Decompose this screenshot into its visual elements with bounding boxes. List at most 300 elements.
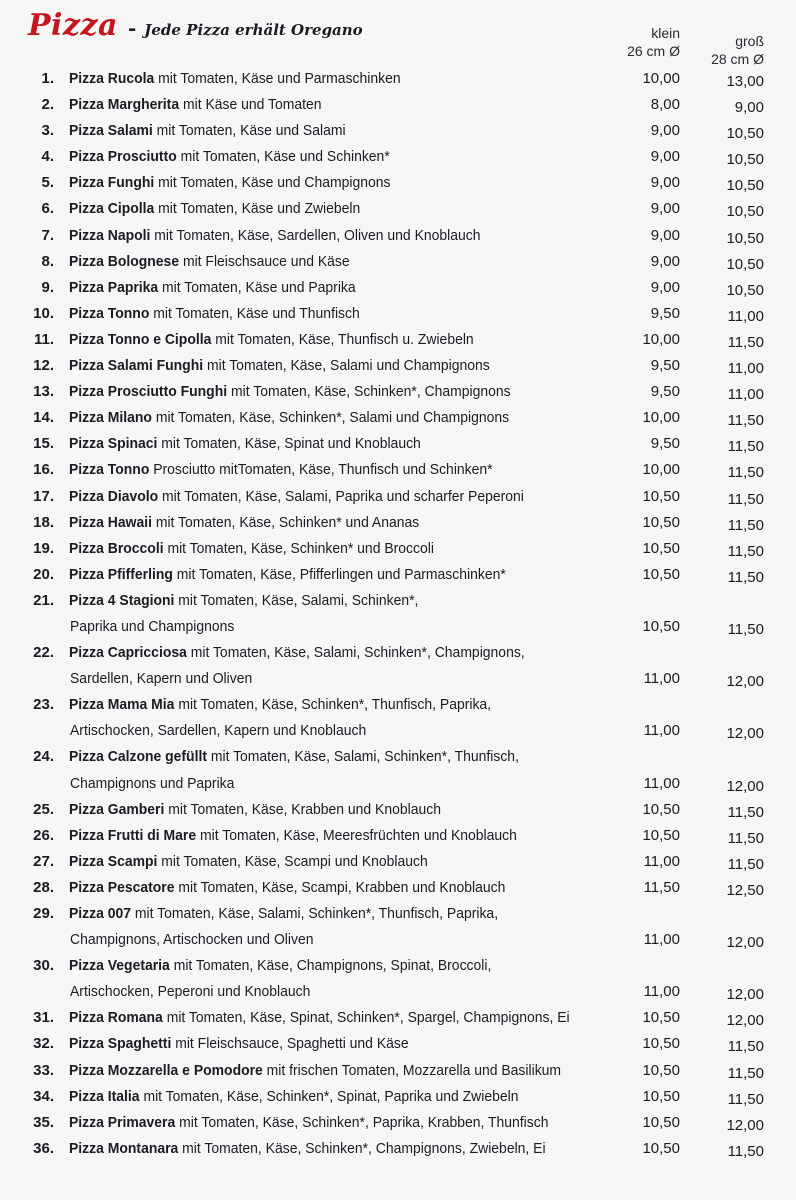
menu-item (0, 1005, 796, 1031)
item-text (69, 144, 590, 170)
item-description: mit Tomaten, Käse, Pfifferlingen und Parmaschinken* (176, 565, 506, 583)
price-large: 11,50 (727, 855, 764, 873)
price-small: 9,00 (650, 226, 680, 244)
item-name: Pizza Tonno e Cipolla (69, 330, 212, 348)
menu-item-line (0, 196, 796, 222)
price-large: 12,00 (726, 725, 764, 743)
price-large: 11,50 (727, 412, 764, 430)
item-description: mit Tomaten, Käse, Salami und Champignons (206, 357, 490, 375)
price-small: 11,00 (643, 774, 680, 792)
menu-item (0, 744, 796, 796)
item-description: mit Tomaten, Käse, Scampi und Knoblauch (161, 852, 428, 870)
item-number: 32. (33, 1035, 54, 1053)
price-large: 10,50 (726, 281, 764, 299)
item-number: 15. (33, 435, 54, 453)
price-large: 11,50 (727, 1038, 764, 1056)
item-text (69, 823, 590, 849)
item-number: 9. (41, 278, 54, 296)
item-description: mit Tomaten, Käse, Schinken*, Thunfisch, Paprika, (178, 696, 492, 714)
item-number: 10. (33, 304, 54, 322)
menu-item (0, 1084, 796, 1110)
menu-item-line-continued (0, 927, 796, 953)
price-large: 11,00 (727, 386, 764, 404)
price-large: 10,50 (726, 151, 764, 169)
item-name: Pizza Tonno (69, 304, 150, 322)
item-text (69, 379, 590, 405)
item-number: 31. (33, 1009, 54, 1027)
item-description: mit Tomaten, Käse, Champignons, Spinat, Broccoli, (173, 957, 492, 975)
menu-item-line (0, 275, 796, 301)
price-small: 11,00 (643, 670, 680, 688)
item-text (69, 405, 590, 431)
item-description: mit Tomaten, Käse, Schinken*, Salami und Champignons (155, 409, 510, 427)
item-description-continued: Champignons, Artischocken und Oliven (70, 931, 314, 949)
item-text (69, 1084, 590, 1110)
item-text (69, 901, 590, 927)
item-text (69, 92, 590, 118)
menu-item-line (0, 249, 796, 275)
item-name: Pizza Calzone gefüllt (69, 748, 207, 766)
menu-item (0, 353, 796, 379)
price-small: 10,50 (642, 1113, 680, 1131)
menu-item-line (0, 118, 796, 144)
menu-item-line (0, 484, 796, 510)
size-diameter-large: 28 cm Ø (711, 51, 764, 67)
item-name: Pizza Margherita (69, 96, 180, 114)
menu-item-line (0, 823, 796, 849)
menu-item (0, 196, 796, 222)
price-large: 11,50 (727, 803, 764, 821)
menu-item (0, 588, 796, 640)
price-small: 11,50 (643, 878, 680, 896)
menu-item-line (0, 510, 796, 536)
price-large: 9,00 (734, 99, 764, 117)
size-header-large (686, 32, 764, 68)
price-large: 12,00 (726, 986, 764, 1004)
menu-item-line (0, 405, 796, 431)
menu-item (0, 1110, 796, 1136)
item-description: Prosciutto mitTomaten, Käse, Thunfisch und Schinken* (153, 461, 493, 479)
price-large: 10,50 (726, 229, 764, 247)
item-text (69, 353, 590, 379)
menu-item-line-continued (0, 614, 796, 640)
item-name: Pizza Tonno (69, 461, 150, 479)
item-text (69, 953, 590, 979)
item-number: 30. (33, 957, 54, 975)
price-large: 11,00 (727, 360, 764, 378)
item-name: Pizza Broccoli (69, 539, 164, 557)
item-text (69, 744, 590, 770)
price-small: 10,50 (642, 1061, 680, 1079)
price-small: 9,00 (650, 200, 680, 218)
item-name: Pizza Prosciutto (69, 148, 177, 166)
item-text (69, 196, 590, 222)
item-text (69, 875, 590, 901)
item-number: 20. (33, 565, 54, 583)
menu-item-line-continued (0, 771, 796, 797)
size-label-small: klein (651, 25, 680, 41)
size-diameter-small: 26 cm Ø (627, 43, 680, 59)
item-description-continued: Sardellen, Kapern und Oliven (70, 670, 253, 688)
price-small: 11,00 (643, 722, 680, 740)
item-text (69, 1058, 590, 1084)
price-large: 11,00 (727, 307, 764, 325)
price-large: 10,50 (726, 255, 764, 273)
item-text (69, 588, 590, 614)
price-large: 12,50 (726, 881, 764, 899)
price-small: 10,50 (642, 487, 680, 505)
item-description: mit Tomaten, Käse und Champignons (158, 174, 391, 192)
item-number: 13. (33, 383, 54, 401)
item-number: 11. (33, 330, 54, 348)
item-name: Pizza Frutti di Mare (69, 826, 197, 844)
price-small: 10,50 (642, 1009, 680, 1027)
item-number: 25. (33, 800, 54, 818)
menu-item (0, 457, 796, 483)
item-name: Pizza Paprika (69, 278, 159, 296)
item-number: 22. (33, 644, 54, 662)
price-large: 11,50 (727, 333, 764, 351)
price-small: 10,00 (642, 409, 680, 427)
item-name: Pizza Montanara (69, 1139, 179, 1157)
item-text (69, 327, 590, 353)
item-description: mit Tomaten, Käse, Schinken* und Broccoli (167, 539, 434, 557)
item-name: Pizza Pescatore (69, 878, 175, 896)
menu-item-line (0, 1058, 796, 1084)
item-description: mit frischen Tomaten, Mozzarella und Basilikum (266, 1061, 562, 1079)
title-dash: - (127, 16, 137, 40)
item-name: Pizza Salami (69, 122, 153, 140)
item-number: 1. (41, 70, 54, 87)
price-large: 12,00 (726, 673, 764, 691)
menu-item-line (0, 588, 796, 614)
menu-item (0, 1031, 796, 1057)
item-name: Pizza 007 (69, 905, 132, 922)
item-name: Pizza Milano (69, 409, 152, 427)
item-number: 4. (41, 148, 54, 166)
price-large: 11,50 (727, 620, 764, 638)
price-large: 12,00 (726, 934, 764, 952)
price-small: 10,50 (642, 1139, 680, 1157)
price-large: 12,00 (726, 1116, 764, 1134)
menu-item-line (0, 353, 796, 379)
item-description: mit Tomaten, Käse, Salami, Schinken*, Thunfisch, (210, 748, 519, 766)
menu-header (28, 8, 363, 52)
price-small: 8,00 (650, 96, 680, 114)
item-name: Pizza Bolognese (69, 252, 180, 270)
item-description: mit Tomaten, Käse und Parmaschinken (158, 70, 401, 87)
menu-item (0, 223, 796, 249)
price-small: 9,00 (650, 252, 680, 270)
menu-item-line (0, 1031, 796, 1057)
price-small: 10,00 (642, 330, 680, 348)
item-description: mit Tomaten, Käse, Sardellen, Oliven und Knoblauch (154, 226, 481, 244)
item-number: 2. (41, 96, 54, 114)
price-large: 11,50 (727, 542, 764, 560)
menu-item-line (0, 797, 796, 823)
menu-item-line (0, 327, 796, 353)
item-text (69, 849, 590, 875)
item-description: mit Tomaten, Käse und Schinken* (180, 148, 390, 166)
item-name: Pizza Prosciutto Funghi (69, 383, 228, 401)
item-text (69, 536, 590, 562)
item-name: Pizza Romana (69, 1009, 163, 1027)
item-number: 8. (41, 252, 54, 270)
menu-item-line (0, 1110, 796, 1136)
item-name: Pizza Scampi (69, 852, 158, 870)
item-name: Pizza Primavera (69, 1113, 176, 1131)
item-description: mit Tomaten, Käse, Meeresfrüchten und Knoblauch (199, 826, 517, 844)
item-description: mit Tomaten, Käse und Paprika (162, 278, 356, 296)
menu-item (0, 562, 796, 588)
menu-item (0, 1136, 796, 1162)
item-description: mit Tomaten, Käse, Spinat, Schinken*, Spargel, Champignons, Ei (166, 1009, 570, 1027)
price-large: 11,50 (727, 568, 764, 586)
price-small: 10,50 (642, 617, 680, 635)
menu-item (0, 536, 796, 562)
menu-item (0, 275, 796, 301)
menu-item (0, 510, 796, 536)
menu-item-line (0, 301, 796, 327)
size-header-small (600, 24, 680, 60)
menu-item-line-continued (0, 979, 796, 1005)
item-description: mit Tomaten, Käse, Scampi, Krabben und Knoblauch (178, 878, 506, 896)
menu-item-line (0, 1005, 796, 1031)
menu-item (0, 484, 796, 510)
item-name: Pizza Italia (69, 1087, 140, 1105)
item-number: 29. (33, 905, 54, 922)
menu-item (0, 431, 796, 457)
menu-item-line (0, 901, 796, 927)
item-text (69, 457, 590, 483)
price-small: 9,50 (650, 357, 680, 375)
menu-item (0, 875, 796, 901)
menu-item-line (0, 536, 796, 562)
price-small: 9,50 (650, 383, 680, 401)
section-title: Pizza (28, 8, 118, 43)
item-text (69, 692, 590, 718)
item-number: 21. (33, 591, 54, 609)
price-small: 10,50 (642, 513, 680, 531)
price-large: 11,50 (727, 438, 764, 456)
item-number: 27. (33, 852, 54, 870)
item-number: 34. (33, 1087, 54, 1105)
item-name: Pizza Gamberi (69, 800, 165, 818)
price-small: 9,00 (650, 148, 680, 166)
item-name: Pizza Diavolo (69, 487, 159, 505)
item-text (69, 170, 590, 196)
item-number: 35. (33, 1113, 54, 1131)
item-number: 19. (33, 539, 54, 557)
item-description: mit Tomaten, Käse, Krabben und Knoblauch (168, 800, 441, 818)
menu-item (0, 640, 796, 692)
menu-item-line (0, 457, 796, 483)
item-number: 7. (41, 226, 54, 244)
item-text (69, 301, 590, 327)
price-large: 11,50 (727, 516, 764, 534)
menu-item (0, 797, 796, 823)
item-number: 28. (33, 878, 54, 896)
menu-item-line (0, 144, 796, 170)
price-small: 10,50 (642, 1035, 680, 1053)
item-name: Pizza Funghi (69, 174, 155, 192)
menu-item (0, 249, 796, 275)
price-small: 11,00 (643, 983, 680, 1001)
item-number: 5. (41, 174, 54, 192)
price-small: 10,50 (642, 800, 680, 818)
price-small: 11,00 (643, 852, 680, 870)
item-number: 18. (33, 513, 54, 531)
item-text (69, 640, 590, 666)
price-large: 13,00 (726, 73, 764, 90)
menu-item-line (0, 431, 796, 457)
menu-item (0, 301, 796, 327)
item-number: 3. (41, 122, 54, 140)
item-number: 33. (33, 1061, 54, 1079)
price-small: 10,50 (642, 1087, 680, 1105)
item-description: mit Tomaten, Käse, Schinken*, Spinat, Paprika und Zwiebeln (143, 1087, 519, 1105)
menu-item (0, 849, 796, 875)
price-large: 11,50 (727, 490, 764, 508)
price-small: 9,00 (650, 278, 680, 296)
price-large: 10,50 (726, 203, 764, 221)
item-number: 16. (33, 461, 54, 479)
price-small: 10,00 (642, 461, 680, 479)
menu-item-line (0, 849, 796, 875)
menu-item-line (0, 692, 796, 718)
item-description: mit Käse und Tomaten (182, 96, 322, 114)
price-large: 11,50 (727, 464, 764, 482)
item-number: 17. (33, 487, 54, 505)
item-text (69, 223, 590, 249)
item-text (69, 484, 590, 510)
price-large: 11,50 (727, 1064, 764, 1082)
menu-item-line-continued (0, 718, 796, 744)
menu-item (0, 405, 796, 431)
item-text (69, 1136, 590, 1162)
menu-item (0, 823, 796, 849)
item-name: Pizza Mama Mia (69, 696, 175, 714)
menu-item (0, 379, 796, 405)
menu-item (0, 953, 796, 1005)
item-name: Pizza Pfifferling (69, 565, 173, 583)
menu-item (0, 327, 796, 353)
item-description: mit Tomaten, Käse, Schinken*, Paprika, Krabben, Thunfisch (179, 1113, 549, 1131)
item-number: 14. (33, 409, 54, 427)
price-small: 9,00 (650, 174, 680, 192)
price-large: 12,00 (726, 1012, 764, 1030)
section-subtitle: Jede Pizza erhält Oregano (144, 21, 363, 39)
item-description-continued: Paprika und Champignons (70, 617, 235, 635)
menu-item-line (0, 379, 796, 405)
menu-item-line-continued (0, 666, 796, 692)
item-text (69, 431, 590, 457)
item-description: mit Tomaten, Käse und Zwiebeln (158, 200, 361, 218)
price-small: 9,50 (650, 435, 680, 453)
menu-item-line (0, 1136, 796, 1162)
item-name: Pizza Spinaci (69, 435, 158, 453)
item-name: Pizza 4 Stagioni (69, 591, 175, 609)
item-description: mit Tomaten, Käse, Thunfisch u. Zwiebeln (215, 330, 474, 348)
price-large: 11,50 (727, 829, 764, 847)
item-description-continued: Artischocken, Sardellen, Kapern und Knoblauch (70, 722, 367, 740)
item-text (69, 1110, 590, 1136)
item-number: 12. (33, 357, 54, 375)
menu-item (0, 901, 796, 953)
item-description: mit Tomaten, Käse, Schinken*, Champignons, Zwiebeln, Ei (182, 1139, 546, 1157)
item-name: Pizza Salami Funghi (69, 357, 204, 375)
item-text (69, 1031, 590, 1057)
menu-item-line (0, 66, 796, 92)
item-description: mit Fleischsauce, Spaghetti und Käse (175, 1035, 409, 1053)
item-description: mit Tomaten, Käse, Spinat und Knoblauch (161, 435, 421, 453)
menu-item-line (0, 640, 796, 666)
item-text (69, 66, 590, 92)
item-number: 6. (41, 200, 54, 218)
price-small: 11,00 (643, 931, 680, 949)
item-description: mit Tomaten, Käse, Schinken*, Champignons (230, 383, 511, 401)
item-description: mit Tomaten, Käse, Salami, Paprika und scharfer Peperoni (162, 487, 524, 505)
price-small: 10,50 (642, 539, 680, 557)
item-number: 26. (33, 826, 54, 844)
item-text (69, 562, 590, 588)
item-name: Pizza Vegetaria (69, 957, 170, 975)
pizza-list (0, 66, 796, 1162)
menu-item (0, 1058, 796, 1084)
item-name: Pizza Rucola (69, 70, 155, 87)
menu-item (0, 66, 796, 92)
menu-item-line (0, 744, 796, 770)
price-large: 12,00 (726, 777, 764, 795)
item-description: mit Tomaten, Käse, Salami, Schinken*, Champignons, (190, 644, 525, 662)
menu-item-line (0, 92, 796, 118)
item-number: 24. (33, 748, 54, 766)
item-text (69, 275, 590, 301)
price-large: 11,50 (727, 1142, 764, 1160)
menu-item-line (0, 953, 796, 979)
item-description-continued: Artischocken, Peperoni und Knoblauch (70, 983, 311, 1001)
menu-item-line (0, 562, 796, 588)
menu-item (0, 118, 796, 144)
item-name: Pizza Mozzarella e Pomodore (69, 1061, 263, 1079)
menu-item (0, 92, 796, 118)
price-small: 10,50 (642, 826, 680, 844)
item-name: Pizza Spaghetti (69, 1035, 172, 1053)
price-small: 9,00 (650, 122, 680, 140)
item-description: mit Tomaten, Käse, Salami, Schinken*, (178, 591, 419, 609)
menu-item-line (0, 875, 796, 901)
item-name: Pizza Capricciosa (69, 644, 187, 662)
menu-item (0, 144, 796, 170)
price-large: 10,50 (726, 125, 764, 143)
menu-item-line (0, 1084, 796, 1110)
menu-item (0, 692, 796, 744)
menu-item-line (0, 223, 796, 249)
item-text (69, 249, 590, 275)
item-name: Pizza Cipolla (69, 200, 155, 218)
item-number: 23. (33, 696, 54, 714)
price-small: 10,00 (642, 70, 680, 87)
menu-item-line (0, 170, 796, 196)
item-text (69, 118, 590, 144)
item-description: mit Tomaten, Käse und Salami (156, 122, 346, 140)
price-large: 10,50 (726, 177, 764, 195)
price-large: 11,50 (727, 1090, 764, 1108)
item-description: mit Tomaten, Käse und Thunfisch (153, 304, 360, 322)
item-description: mit Fleischsauce und Käse (182, 252, 350, 270)
item-text (69, 797, 590, 823)
item-number: 36. (33, 1139, 54, 1157)
